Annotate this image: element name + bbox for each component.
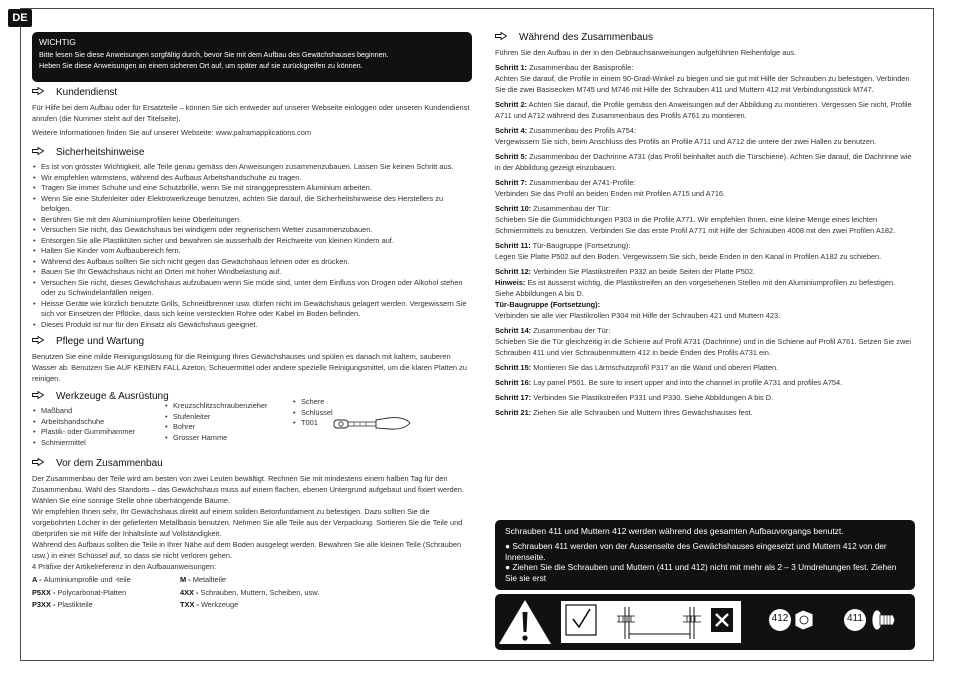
part-prefix-list xyxy=(32,574,472,612)
step-11 xyxy=(495,240,915,262)
step-label: Tür-Baugruppe (Fortsetzung): xyxy=(495,300,601,309)
prefix-desc: Werkzeuge xyxy=(200,600,239,609)
safety-item: • Versuchen Sie nicht, das Gewächshaus bei windigem oder regnerischem Wetter zusammenzubauen. xyxy=(32,225,472,236)
step-text: Montieren Sie das Lärmschutzprofil P317 an die Wand und oberen Platten. xyxy=(531,363,779,372)
step-label: Schritt 14: xyxy=(495,326,532,335)
info-box-title: Schrauben 411 und Muttern 412 werden während des gesamten Aufbauvorgangs benutzt. xyxy=(505,526,844,536)
section-kundendienst xyxy=(32,87,472,98)
step-5 xyxy=(495,151,915,173)
arrow-right-icon xyxy=(32,336,48,347)
step-label: Schritt 17: xyxy=(495,393,532,402)
safety-item: • Tragen Sie immer Schuhe und eine Schutzbrille, wenn Sie mit stranggepresstem Aluminium arbeiten. xyxy=(32,183,472,194)
tool-item: • Schmiermittel xyxy=(32,438,164,449)
right-column xyxy=(495,32,915,418)
arrow-right-icon xyxy=(495,32,511,43)
prefix-code: P5XX - xyxy=(32,587,58,597)
safety-item: • Wir empfehlen wärmstens, während des Aufbaus Arbeitshandschuhe zu tragen. xyxy=(32,173,472,184)
vor-dem-text-4: 4 Präfixe der Artikelreferenz in den Aufbauanweisungen: xyxy=(32,562,217,571)
kundendienst-heading: Kundendienst xyxy=(56,87,118,98)
step-21 xyxy=(495,407,915,418)
section-waehrend xyxy=(495,32,915,43)
part-prefix-row xyxy=(180,599,380,612)
step-text: Zusammenbau der Dachrinne A731 (das Profil beinhaltet auch die Türschiene). Achten Sie darauf, die Dachrinne wie in der Abbildung gezeigt einzubauen. xyxy=(495,152,912,172)
step-text: Schieben Sie die Gummidichtungen P303 in die Profile A771. Wir empfehlen Ihnen, eine kleine Menge eines leichten Schmiermittels zu benutzen. Verbinden Sie das erste Profil A771 mit Hilfe der Schrauben 4008 mit den zwei Profilen A182. xyxy=(495,215,896,235)
bolt-label: 411 xyxy=(847,613,863,624)
waehrend-intro: Führen Sie den Aufbau in der in den Gebrauchsanweisungen aufgeführten Reihenfolge aus. xyxy=(495,48,797,57)
safety-item: • Heisse Geräte wie kürzlich benutzte Grills, Schneidbrenner usw. dürfen nicht im Gewächshaus gelagert werden. Vergewissern Sie sich vor Einsetzen der Pflöcke, dass sich keine versteckten Rohre oder Kabel im Boden befinden. xyxy=(32,299,472,320)
warning-text-1: Bitte lesen Sie diese Anweisungen sorgfältig durch, bevor Sie mit dem Aufbau des Gewächshauses beginnen. xyxy=(39,50,389,59)
prefix-desc: Schrauben, Muttern, Scheiben, usw. xyxy=(200,587,320,597)
step-17 xyxy=(495,392,915,403)
warning-exclamation-icon xyxy=(499,600,551,644)
arrow-right-icon xyxy=(32,87,48,98)
step-title: Zusammenbau der Tür: xyxy=(531,326,611,335)
sicherheit-heading: Sicherheitshinweise xyxy=(56,147,145,158)
tool-item: • Grosser Hamme xyxy=(164,433,292,444)
prefix-desc: Aluminiumprofile und -teile xyxy=(43,575,131,584)
step-title: Tür-Baugruppe (Fortsetzung): xyxy=(530,241,631,250)
safety-item: • Während des Aufbaus sollten Sie sich nicht gegen das Gewächshaus lehnen oder es drücken. xyxy=(32,257,472,268)
vor-dem-text-3: Während des Aufbaus sollten die Teile in Ihrer Nähe auf dem Boden ausgelegt werden. Bewahren Sie alle kleinen Teile (Schrauben usw.) in einer Schüssel auf, so dass sie nicht verloren gehen. xyxy=(32,540,462,560)
step-label: Hinweis: xyxy=(495,278,526,287)
part-prefix-row xyxy=(32,574,180,587)
prefix-desc: Metallteile xyxy=(192,575,227,584)
step-text: Achten Sie darauf, die Profile gemäss den Anweisungen auf der Abbildung zu montieren. Vergessen Sie nicht, Profile A711 und A712 während des Zusammenbaus des Profils A761 zu montieren. xyxy=(495,100,912,120)
arrow-right-icon xyxy=(32,458,48,469)
step-text: Es ist äusserst wichtig, die Plastikstreifen an den vorgesehenen Stellen mit den Aluminiumprofilen zu befestigen. Siehe Abbildungen A bis D. xyxy=(495,278,896,298)
tools-column-1 xyxy=(32,406,164,448)
left-column xyxy=(32,32,472,612)
step-label: Schritt 12: xyxy=(495,267,532,276)
kundendienst-text: Für Hilfe bei dem Aufbau oder für Ersatzteile – können Sie sich entweder auf unserer Webseite einloggen oder unseren Kundendienst anrufen (die Nummer steht auf der Titelseite). xyxy=(32,103,470,123)
step-label: Schritt 15: xyxy=(495,363,532,372)
tools-list xyxy=(32,397,472,448)
part-prefix-row xyxy=(180,574,380,587)
section-pflege xyxy=(32,336,472,347)
prefix-code: 4XX - xyxy=(180,587,201,597)
safety-item: • Dieses Produkt ist nur für den Einsatz als Gewächshaus geeignet. xyxy=(32,320,472,331)
warning-title: WICHTIG xyxy=(39,37,76,47)
safety-item: • Es ist von grösster Wichtigkeit, alle Teile genau gemäss den Anweisungen zusammenzubauen. Lassen Sie keinen Schritt aus. xyxy=(32,162,472,173)
tool-item: • Maßband xyxy=(32,406,164,417)
section-vor-dem-zusammenbau xyxy=(32,458,472,469)
step-text: Vergewissern Sie sich, beim Anschluss des Profils an Profile A711 und A712 die untere der zwei Hallen zu benutzen. xyxy=(495,137,877,146)
step-label: Schritt 5: xyxy=(495,152,528,161)
safety-item: • Bauen Sie Ihr Gewächshaus nicht an Orten mit hoher Windbelastung auf. xyxy=(32,267,472,278)
safety-item: • Berühren Sie mit den Aluminiumprofilen keine Oberleitungen. xyxy=(32,215,472,226)
prefix-desc: Polycarbonat-Platten xyxy=(57,587,127,597)
step-title: Zusammenbau der A741-Profile: xyxy=(527,178,636,187)
step-1 xyxy=(495,62,915,95)
vor-dem-heading: Vor dem Zusammenbau xyxy=(56,458,163,469)
language-tab: DE xyxy=(8,9,32,27)
step-hinweis xyxy=(495,277,915,299)
warning-box xyxy=(32,32,472,82)
step-label: Schritt 7: xyxy=(495,178,528,187)
tools-column-2 xyxy=(164,401,292,448)
part-prefix-column-1 xyxy=(32,574,180,612)
step-7 xyxy=(495,177,915,199)
cross-icon xyxy=(711,608,733,632)
tool-item: • Stufenleiter xyxy=(164,412,292,423)
tool-item: • Kreuzschlitzschraubenzieher xyxy=(164,401,292,412)
step-14 xyxy=(495,325,915,358)
step-2 xyxy=(495,99,915,121)
tools-column-3 xyxy=(292,397,452,448)
safety-item: • Wenn Sie eine Stufenleiter oder Elektrowerkzeuge benutzen, achten Sie darauf, die Sicherheitshinweise des Herstellers zu befolgen. xyxy=(32,194,472,215)
step-15 xyxy=(495,362,915,373)
step-text: Verbinden sie alle vier Plastikrollen P304 mit Hilfe der Schrauben 421 und Muttern 423. xyxy=(495,311,781,320)
step-label: Schritt 4: xyxy=(495,126,528,135)
t001-tool-icon xyxy=(332,414,412,434)
step-tuer-baugruppe xyxy=(495,299,915,321)
screw-pictogram-box xyxy=(495,594,915,650)
info-box-line: ● Ziehen Sie die Schrauben und Muttern (411 und 412) nicht mit mehr als 2 – 3 Umdrehungen fest. Ziehen Sie sie erst xyxy=(505,562,897,583)
waehrend-heading: Während des Zusammenbaus xyxy=(519,32,653,43)
tool-item: • Bohrer xyxy=(164,422,292,433)
tool-item: • Plastik- oder Gummihammer xyxy=(32,427,164,438)
step-16 xyxy=(495,377,915,388)
part-prefix-column-2 xyxy=(180,574,380,612)
step-text: Schieben Sie die Tür gleichzeitig in die Schiene auf Profil A731 (Dachrinne) und in die Schiene auf Profil A761. Setzen Sie zwei Schrauben 411 und vier Schraubenmuttern 412 in beide Enden des Profils A731 ein. xyxy=(495,337,912,357)
pflege-text: Benutzen Sie eine milde Reinigungslösung für die Reinigung Ihres Gewächshauses und spülen es danach mit kaltem, sauberen Wasser ab. Benutzen Sie AUF KEINEN FALL Azeton, Scheuermittel oder andere spezielle Reinigungsmittel, um die klaren Platten zu reinigen. xyxy=(32,352,467,383)
screws-info-box xyxy=(495,520,915,590)
step-label: Schritt 10: xyxy=(495,204,532,213)
tool-item: • Schere xyxy=(292,397,452,408)
safety-item: • Entsorgen Sie alle Plastiktüten sicher und bewahren sie ausserhalb der Reichweite von kleinen Kindern auf. xyxy=(32,236,472,247)
part-prefix-row xyxy=(32,587,180,600)
info-box-text-2: Ziehen Sie die Schrauben und Muttern (411 und 412) nicht mit mehr als 2 – 3 Umdrehungen fest. Ziehen Sie sie erst xyxy=(505,562,897,583)
nut-label: 412 xyxy=(771,613,789,624)
step-12 xyxy=(495,266,915,277)
part-prefix-row xyxy=(180,587,380,600)
arrow-right-icon xyxy=(32,391,48,402)
safety-item: • Versuchen Sie nicht, dieses Gewächshaus aufzubauen wenn Sie müde sind, unter dem Einfluss von Drogen oder Alkohol stehen oder zu Schwindelanfällen neigen. xyxy=(32,278,472,299)
prefix-code: TXX - xyxy=(180,600,201,609)
step-4 xyxy=(495,125,915,147)
step-text: Legen Sie Platte P502 auf den Boden. Vergewissern Sie sich, beide Enden in den Kanal in Profilen A182 zu schieben. xyxy=(495,252,882,261)
kundendienst-website: Weitere Informationen finden Sie auf unserer Webseite: www.palramapplications.com xyxy=(32,128,312,137)
arrow-right-icon xyxy=(32,147,48,158)
step-text: Ziehen Sie alle Schrauben und Muttern Ihres Gewächshauses fest. xyxy=(531,408,753,417)
step-text: Lay panel P501. Be sure to insert upper and into the channel in profile A731 and profiles A754. xyxy=(531,378,843,387)
step-text: Achten Sie darauf, die Profile in einem 90-Grad-Winkel zu biegen und sie gut mit Hilfe der Schrauben zu befestigen. Verbinden Sie die zwei Basisecken M745 und M746 mit Hilfe der Schrauben 411 und Muttern 412 mit Verbindungsstück M747. xyxy=(495,74,910,94)
step-label: Schritt 2: xyxy=(495,100,528,109)
info-box-text-1: Schrauben 411 werden von der Aussenseite des Gewächshauses eingesetzt und Muttern 412 von der Innenseite. xyxy=(505,541,887,562)
prefix-code: P3XX - xyxy=(32,600,58,609)
step-label: Schritt 21: xyxy=(495,408,532,417)
step-text: Verbinden Sie Plastikstreifen P331 und P330. Siehe Abbildungen A bis D. xyxy=(531,393,774,402)
step-text: Verbinden Sie Plastikstreifen P332 an beide Seiten der Platte P502. xyxy=(531,267,756,276)
part-prefix-row xyxy=(32,599,180,612)
warning-text-2: Heben Sie diese Anweisungen an einem sicheren Ort auf, um später auf sie zurückgreifen zu können. xyxy=(39,61,363,70)
step-label: Schritt 1: xyxy=(495,63,528,72)
vor-dem-text-1: Der Zusammenbau der Teile wird am besten von zwei Leuten bewältigt. Rechnen Sie mit mindestens einem halben Tag für den Zusammenbau. Wahl des Standorts – das Gewächshaus muss auf einem flachen, ebenen Untergrund aufgebaut und fixiert werden. Wählen Sie eine sonnige Stelle ohne überhängende Bäume. xyxy=(32,474,464,505)
checkmark-icon xyxy=(566,605,596,635)
step-title: Zusammenbau der Tür: xyxy=(531,204,611,213)
tool-item: • Schlüssel xyxy=(292,408,452,419)
prefix-desc: Plastikteile xyxy=(57,600,93,609)
safety-list xyxy=(32,162,472,330)
tool-item: • T001 xyxy=(292,418,452,429)
prefix-code: M - xyxy=(180,575,193,584)
step-label: Schritt 11: xyxy=(495,241,531,250)
pflege-heading: Pflege und Wartung xyxy=(56,336,145,347)
step-title: Zusammenbau der Basisprofile: xyxy=(527,63,634,72)
step-10 xyxy=(495,203,915,236)
vor-dem-text-2: Wir empfehlen Ihnen sehr, Ihr Gewächshaus direkt auf einem soliden Betonfundament zu befestigen. Dazu sollten Sie die vorgebohrten Löcher in der gelieferten Metallbasis benutzen. Nehmen Sie alle Teile aus der Verpackung. Sortieren Sie die Teile und überprüfen sie mit Hilfe der Inhaltsliste auf Vollständigkeit. xyxy=(32,507,463,538)
safety-item: • Halten Sie Kinder vom Aufbaubereich fern. xyxy=(32,246,472,257)
prefix-code: A - xyxy=(32,575,44,584)
tool-item: • Arbeitshandschuhe xyxy=(32,417,164,428)
werkzeuge-heading: Werkzeuge & Ausrüstung xyxy=(56,391,169,402)
info-box-line: ● Schrauben 411 werden von der Aussenseite des Gewächshauses eingesetzt und Muttern 412 von der Innenseite. xyxy=(505,541,887,562)
step-label: Schritt 16: xyxy=(495,378,532,387)
step-title: Zusammenbau des Profils A754: xyxy=(527,126,636,135)
section-sicherheit xyxy=(32,147,472,158)
step-text: Verbinden Sie das Profil an beiden Enden mit Profilen A715 und A716. xyxy=(495,189,726,198)
